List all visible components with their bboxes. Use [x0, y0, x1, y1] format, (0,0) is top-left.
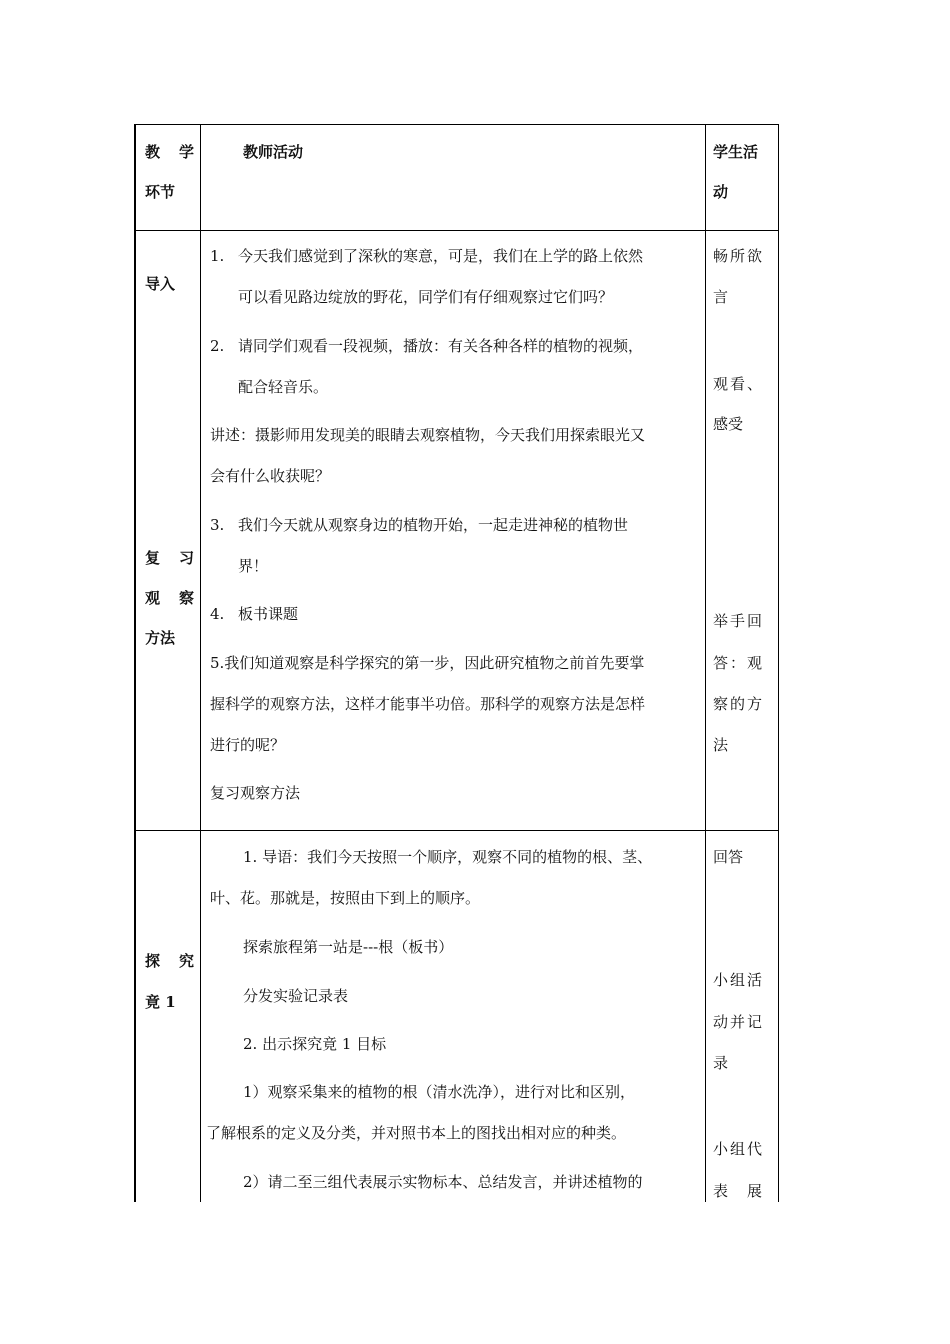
- list-item-text: 界！: [238, 557, 269, 575]
- section-review-3: 方法: [145, 629, 176, 647]
- header-section-label-2: 环节: [145, 183, 176, 201]
- header-student-activity: 学生活: [713, 143, 759, 161]
- paragraph-text: 2. 出示探究竟 1 目标: [243, 1035, 387, 1053]
- paragraph-text: 会有什么收获呢？: [210, 467, 331, 485]
- student-activity-text: 表 展: [713, 1182, 765, 1200]
- paragraph-text: 探索旅程第一站是---根（板书）: [243, 938, 454, 956]
- paragraph-text: 1）观察采集来的植物的根（清水洗净），进行对比和区别，: [243, 1083, 636, 1101]
- list-item-text: 板书课题: [238, 605, 299, 623]
- student-activity-text: 观看、: [713, 375, 765, 393]
- section-explore-2: 竟 1: [145, 993, 176, 1011]
- list-item-text: 可以看见路边绽放的野花，同学们有仔细观察过它们吗？: [238, 288, 614, 306]
- paragraph-text: 2）请二至三组代表展示实物标本、总结发言，并讲述植物的: [243, 1173, 643, 1191]
- section-explore: 探 究: [145, 952, 197, 970]
- list-item-text: 我们今天就从观察身边的植物开始，一起走进神秘的植物世: [238, 516, 629, 534]
- header-student-activity-2: 动: [713, 183, 729, 201]
- paragraph-text: 复习观察方法: [210, 784, 301, 802]
- student-activity-text: 察的方: [713, 695, 765, 713]
- list-number: 2.: [210, 337, 225, 355]
- paragraph-text: 进行的呢？: [210, 736, 286, 754]
- paragraph-text: 了解根系的定义及分类，并对照书本上的图找出相对应的种类。: [206, 1124, 627, 1142]
- student-activity-text: 言: [713, 288, 729, 306]
- list-number: 1.: [210, 247, 225, 265]
- student-activity-text: 答：观: [713, 654, 765, 672]
- student-activity-text: 回答: [713, 848, 744, 866]
- header-section-label: 教 学: [145, 143, 197, 161]
- list-number: 3.: [210, 516, 225, 534]
- student-activity-text: 录: [713, 1054, 729, 1072]
- paragraph-text: 讲述：摄影师用发现美的眼睛去观察植物，今天我们用探索眼光又: [210, 426, 646, 444]
- student-activity-text: 小组代: [713, 1140, 765, 1158]
- list-number: 4.: [210, 605, 225, 623]
- list-item-text: 今天我们感觉到了深秋的寒意，可是，我们在上学的路上依然: [238, 247, 644, 265]
- student-activity-text: 动并记: [713, 1013, 765, 1031]
- section-intro: 导入: [145, 275, 176, 293]
- student-activity-text: 小组活: [713, 971, 765, 989]
- student-activity-text: 畅所欲: [713, 247, 765, 265]
- list-item-text: 配合轻音乐。: [238, 378, 329, 396]
- paragraph-text: 叶、花。那就是，按照由下到上的顺序。: [210, 889, 481, 907]
- paragraph-text: 握科学的观察方法，这样才能事半功倍。那科学的观察方法是怎样: [210, 695, 646, 713]
- paragraph-text: 5.我们知道观察是科学探究的第一步，因此研究植物之前首先要掌: [210, 654, 645, 672]
- section-review-2: 观 察: [145, 589, 197, 607]
- paragraph-text: 分发实验记录表: [243, 987, 349, 1005]
- student-activity-text: 法: [713, 736, 729, 754]
- section-review: 复 习: [145, 549, 197, 567]
- paragraph-text: 1. 导语：我们今天按照一个顺序，观察不同的植物的根、茎、: [243, 848, 653, 866]
- list-item-text: 请同学们观看一段视频，播放：有关各种各样的植物的视频，: [238, 337, 644, 355]
- header-teacher-activity: 教师活动: [243, 143, 304, 161]
- student-activity-text: 举手回: [713, 612, 765, 630]
- student-activity-text: 感受: [713, 415, 744, 433]
